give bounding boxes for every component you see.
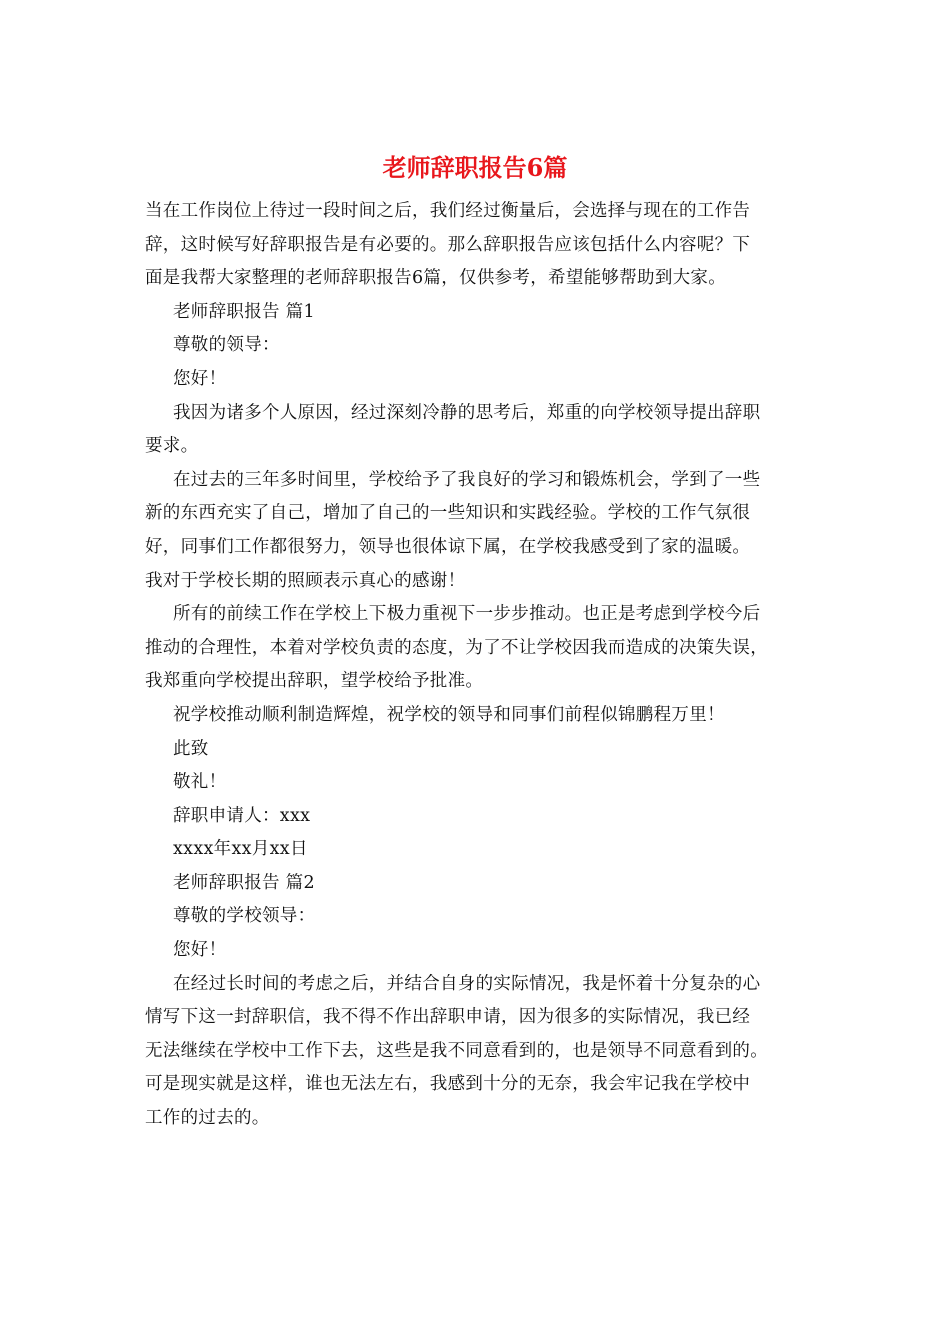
body-line: 尊敬的领导： bbox=[173, 335, 280, 356]
document-body bbox=[145, 195, 815, 1136]
body-line: 情写下这一封辞职信，我不得不作出辞职申请，因为很多的实际情况，我已经 bbox=[145, 1007, 751, 1028]
body-line: 尊敬的学校领导： bbox=[173, 906, 316, 927]
body-line: 面是我帮大家整理的老师辞职报告6篇，仅供参考，希望能够帮助到大家。 bbox=[145, 268, 727, 289]
body-line: 您好！ bbox=[173, 368, 227, 389]
body-line: 当在工作岗位上待过一段时间之后，我们经过衡量后，会选择与现在的工作告 bbox=[145, 201, 751, 221]
body-line: 工作的过去的。 bbox=[145, 1108, 270, 1129]
body-line: 辞，这时候写好辞职报告是有必要的。那么辞职报告应该包括什么内容呢？下 bbox=[145, 234, 751, 255]
body-line: 祝学校推动顺利制造辉煌，祝学校的领导和同事们前程似锦鹏程万里！ bbox=[173, 704, 725, 725]
body-line: 老师辞职报告 篇2 bbox=[173, 872, 315, 893]
body-line: 要求。 bbox=[145, 436, 199, 457]
body-line: xxxx年xx月xx日 bbox=[173, 839, 308, 860]
body-line: 辞职申请人：xxx bbox=[173, 805, 311, 826]
body-line: 我郑重向学校提出辞职，望学校给予批准。 bbox=[145, 671, 484, 692]
body-line: 我因为诸多个人原因，经过深刻冷静的思考后，郑重的向学校领导提出辞职 bbox=[173, 402, 761, 423]
body-line: 可是现实就是这样，谁也无法左右，我感到十分的无奈，我会牢记我在学校中 bbox=[145, 1074, 751, 1095]
body-line: 推动的合理性，本着对学校负责的态度，为了不让学校因我而造成的决策失误， bbox=[145, 637, 768, 658]
body-line: 所有的前续工作在学校上下极力重视下一步步推动。也正是考虑到学校今后 bbox=[173, 604, 761, 625]
body-line: 您好！ bbox=[173, 940, 227, 961]
document-title: 老师辞职报告6篇 bbox=[382, 153, 568, 182]
body-line: 新的东西充实了自己，增加了自己的一些知识和实践经验。学校的工作气氛很 bbox=[145, 503, 751, 524]
body-line: 好，同事们工作都很努力，领导也很体谅下属，在学校我感受到了家的温暖。 bbox=[145, 536, 751, 557]
body-line: 在过去的三年多时间里，学校给予了我良好的学习和锻炼机会，学到了一些 bbox=[173, 469, 761, 490]
body-line: 老师辞职报告 篇1 bbox=[173, 301, 315, 322]
body-line: 无法继续在学校中工作下去，这些是我不同意看到的，也是领导不同意看到的。 bbox=[145, 1040, 768, 1061]
body-line: 敬礼！ bbox=[173, 772, 227, 793]
body-line: 此致 bbox=[173, 738, 209, 759]
body-line: 我对于学校长期的照顾表示真心的感谢！ bbox=[145, 570, 466, 591]
body-line: 在经过长时间的考虑之后，并结合自身的实际情况，我是怀着十分复杂的心 bbox=[173, 973, 761, 994]
